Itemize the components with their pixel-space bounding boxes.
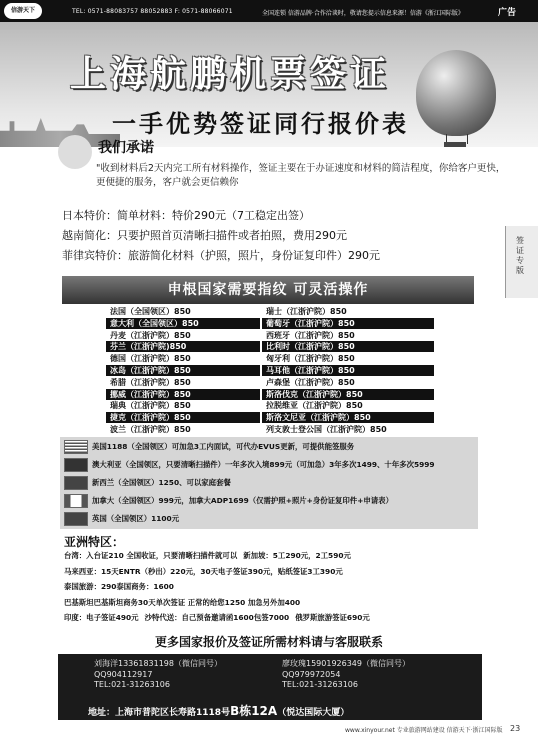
promise-heading: 我们承诺 bbox=[98, 140, 154, 156]
visa-cell-right: 马耳他（江浙沪院）850 bbox=[262, 365, 434, 376]
contact-right bbox=[282, 659, 410, 691]
australia-flag-icon bbox=[64, 458, 88, 472]
table-row bbox=[70, 424, 478, 436]
page-number: 23 bbox=[510, 724, 521, 733]
brand-logo: 信游天下 bbox=[4, 3, 42, 19]
table-row bbox=[70, 353, 478, 365]
table-row bbox=[70, 389, 478, 401]
us-flag-icon bbox=[64, 440, 88, 454]
hero-banner bbox=[0, 22, 538, 147]
newzealand-flag-icon bbox=[64, 476, 88, 490]
uk-flag-icon bbox=[64, 512, 88, 526]
price-philippines: 菲律宾特价：旅游简化材料（护照，照片，身份证复印件）290元 bbox=[62, 249, 380, 262]
asia-section bbox=[64, 548, 494, 626]
visa-cell-left: 瑞典（江浙沪院）850 bbox=[110, 401, 191, 411]
advert-label: 广告 bbox=[498, 8, 517, 18]
contact-prompt: 更多国家报价及签证所需材料请与客服联系 bbox=[154, 635, 383, 649]
asia-text: 台湾：入台证210 全国收证，只要清晰扫描件就可以 bbox=[64, 551, 238, 560]
visa-cell-right: 匈牙利（江浙沪院）850 bbox=[266, 354, 355, 364]
asia-text: 马来西亚：15天ENTR（秒出）220元，30天电子签证390元，贴纸签证3工390元 bbox=[64, 566, 343, 576]
list-item bbox=[60, 439, 354, 455]
header-tel: TEL: 0571-88083757 88052883 F: 0571-88066071 bbox=[72, 8, 233, 15]
contact-box bbox=[58, 654, 482, 720]
contact-line: QQ979972054 bbox=[282, 669, 341, 679]
list-item bbox=[64, 595, 494, 611]
asia-heading: 亚洲特区： bbox=[64, 535, 125, 549]
visa-cell-right: 斯洛伐克（江浙沪院）850 bbox=[262, 389, 434, 400]
visa-cell-right: 拉脱维亚（江浙沪院）850 bbox=[266, 401, 363, 411]
country-text: 新西兰（全国领区）1250、可以家庭套餐 bbox=[92, 478, 231, 487]
table-row bbox=[70, 412, 478, 424]
page-title: 上海航鹏机票签证 bbox=[70, 54, 391, 95]
contact-left bbox=[94, 659, 222, 691]
price-japan: 日本特价：简单材料：特价290元（7工稳定出签） bbox=[62, 209, 310, 222]
other-countries bbox=[60, 437, 478, 529]
promise-section bbox=[58, 137, 516, 195]
side-tab-label: 签证专版 bbox=[516, 236, 524, 275]
visa-cell-right: 瑞士（江浙沪院）850 bbox=[266, 307, 347, 316]
list-item bbox=[64, 564, 494, 580]
list-item bbox=[60, 511, 179, 527]
table-row bbox=[70, 377, 478, 389]
list-item bbox=[60, 475, 231, 491]
visa-cell-left: 希腊（江浙沪院）850 bbox=[110, 377, 191, 387]
visa-cell-left: 捷克（江浙沪院）850 bbox=[106, 412, 260, 423]
table-row bbox=[70, 400, 478, 412]
list-item bbox=[64, 579, 494, 595]
address-prefix: 地址：上海市普陀区长寿路1118号 bbox=[88, 708, 231, 718]
schengen-table bbox=[70, 306, 478, 436]
visa-cell-left: 冰岛（江浙沪院）850 bbox=[106, 365, 260, 376]
table-row bbox=[70, 318, 478, 330]
country-text: 澳大利亚（全国领区，只要清晰扫描件）一年多次入境899元（可加急）3年多次1499、十年多次5999 bbox=[92, 460, 435, 469]
price-vietnam: 越南简化：只要护照首页清晰扫描件或者拍照，费用290元 bbox=[62, 229, 347, 242]
table-row bbox=[70, 330, 478, 342]
visa-cell-left: 意大利（全国领区）850 bbox=[106, 318, 260, 329]
schengen-heading: 申根国家需要指纹 可灵活操作 bbox=[62, 276, 474, 304]
side-tab bbox=[505, 226, 538, 298]
list-item bbox=[64, 610, 494, 626]
visa-cell-right: 西班牙（江浙沪院）850 bbox=[266, 330, 355, 340]
hot-air-balloon-icon bbox=[416, 50, 496, 136]
list-item bbox=[60, 457, 435, 473]
address-suffix: （悦达国际大厦） bbox=[277, 708, 350, 718]
promise-text: "收到材料后2天内完工所有材料操作，签证主要在于办证速度和材料的简洁程度，你给客户更快，更便捷的服务，客户就会更信赖你 bbox=[96, 163, 506, 188]
footer-url: www.xinyour.net 专业旅游网站建设 信游天下·浙江国际版 bbox=[345, 727, 503, 734]
visa-cell-right: 葡萄牙（江浙沪院）850 bbox=[262, 318, 434, 329]
visa-cell-right: 列支敦士登公国（江浙沪院）850 bbox=[266, 424, 387, 434]
table-row bbox=[70, 306, 478, 318]
asia-text: 泰国旅游：290泰国商务：1600 bbox=[64, 582, 174, 591]
page-subtitle: 一手优势签证同行报价表 bbox=[112, 110, 409, 138]
contact-line: 刘海洋13361831198（微信同号） bbox=[94, 659, 222, 668]
page-footer bbox=[0, 722, 538, 737]
asia-text: 俄罗斯旅游签证690元 bbox=[295, 613, 370, 622]
table-row bbox=[70, 341, 478, 353]
visa-cell-right: 比利时（江浙沪院）850 bbox=[262, 341, 434, 352]
country-text: 美国1188（全国领区）可加急3工内面试，可代办EVUS更新，可提供能签服务 bbox=[92, 442, 355, 451]
asia-text: 印度：电子签证490元 bbox=[64, 613, 139, 622]
address bbox=[88, 702, 349, 719]
asia-text: 巴基斯坦巴基斯坦商务30天单次签证 正常的给您1250 加急另外加400 bbox=[64, 597, 301, 607]
header-notice: 全国连锁 信游品牌·合作洽谈时，敬请您提示信息来源！信游《浙江国际版》 bbox=[262, 10, 464, 17]
contact-line: QQ904112917 bbox=[94, 669, 153, 679]
list-item bbox=[64, 548, 494, 564]
visa-cell-right: 卢森堡（江浙沪院）850 bbox=[266, 377, 355, 387]
canada-flag-icon bbox=[64, 494, 88, 508]
asia-text: 沙特代送：自己预备邀请函1600包签7000 bbox=[144, 613, 290, 622]
visa-cell-left: 波兰（江浙沪院）850 bbox=[110, 424, 191, 434]
contact-line: TEL:021-31263106 bbox=[282, 680, 358, 689]
top-bar bbox=[0, 0, 538, 22]
visa-cell-left: 法国（全国领区）850 bbox=[110, 307, 191, 316]
special-prices bbox=[62, 206, 502, 266]
speech-bubble-icon bbox=[58, 135, 92, 169]
asia-text: 新加坡：5工290元，2工590元 bbox=[243, 551, 351, 560]
country-text: 加拿大（全国领区）999元，加拿大ADP1699（仅需护照+照片+身份证复印件+申请表） bbox=[92, 496, 393, 505]
visa-cell-left: 丹麦（江浙沪院）850 bbox=[110, 330, 191, 340]
visa-cell-right: 斯洛文尼亚（江浙沪院）850 bbox=[262, 412, 434, 423]
visa-cell-left: 德国（江浙沪院）850 bbox=[110, 354, 191, 364]
visa-cell-left: 芬兰（江浙沪院)850 bbox=[106, 341, 260, 352]
country-text: 英国（全国领区）1100元 bbox=[92, 514, 180, 523]
table-row bbox=[70, 365, 478, 377]
visa-cell-left: 挪威（江浙沪院）850 bbox=[106, 389, 260, 400]
contact-line: 廖玫瑰15901926349（微信同号） bbox=[282, 659, 410, 668]
contact-line: TEL:021-31263106 bbox=[94, 680, 170, 689]
address-building: B栋12A bbox=[230, 704, 278, 718]
list-item bbox=[60, 493, 393, 509]
